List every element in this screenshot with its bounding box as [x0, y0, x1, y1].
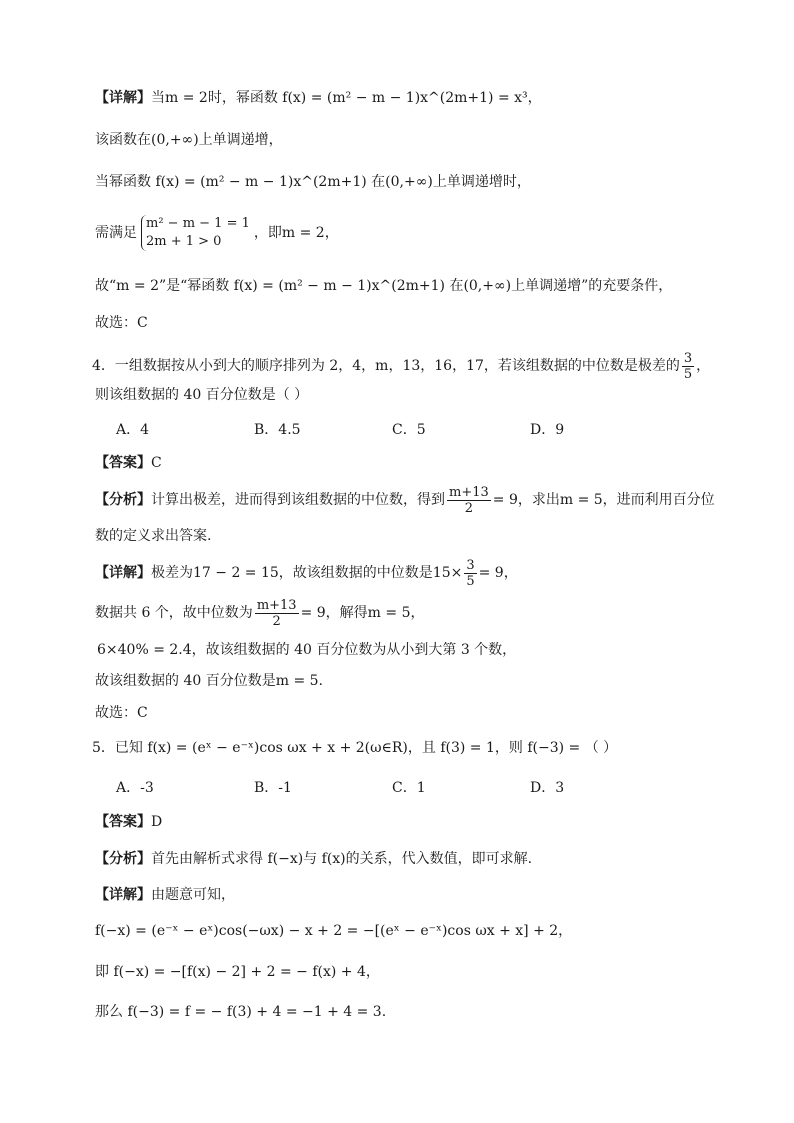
q5-detail-line-2: f(−x) = (e⁻ˣ − eˣ)cos(−ωx) − x + 2 = −[(eˣ − e⁻ˣ)cos ωx + x] + 2，	[95, 923, 573, 939]
frac-den: 2	[272, 613, 281, 629]
analysis-text: 计算出极差，进而得到该组数据的中位数，得到	[151, 492, 445, 508]
detail-text-end: = 9，解得m = 5，	[300, 605, 425, 621]
q4-stem-line-2: 则该组数据的 40 百分位数是（ ）	[95, 387, 309, 403]
q4-choice: 故选：C	[95, 705, 148, 721]
q4-stem-end: ，	[696, 358, 711, 374]
q4-options	[116, 420, 734, 440]
equation-system	[141, 215, 250, 251]
q5-stem: 5．已知 f(x) = (eˣ − e⁻ˣ)cos ωx + x + 2(ω∈R)，且 f(3) = 1，则 f(−3) = （ ）	[92, 740, 618, 756]
q4-analysis-line-2: 数的定义求出答案.	[95, 528, 212, 544]
analysis-tag: 【分析】	[95, 492, 151, 508]
fraction-3-5	[464, 558, 476, 589]
q4-stem-text: 4．一组数据按从小到大的顺序排列为 2，4，m，13，16，17，若该组数据的中位数是极差的	[92, 358, 680, 374]
detail-tag: 【详解】	[95, 887, 151, 903]
q4-answer	[95, 453, 734, 473]
q4-detail-line-4: 故该组数据的 40 百分位数是m = 5.	[95, 673, 323, 689]
q3-detail-text: 当m = 2时，幂函数 f(x) = (m² − m − 1)x^(2m+1) = x³，	[151, 90, 542, 106]
frac-num: 3	[683, 350, 693, 366]
answer-tag: 【答案】	[95, 814, 151, 830]
q4-option-c: C．5	[392, 422, 426, 438]
q3-choice: 故选：C	[95, 315, 148, 331]
condition-result: ，即m = 2，	[253, 225, 339, 241]
frac-den: 5	[466, 573, 475, 589]
fraction-median	[255, 598, 299, 629]
q5-detail-line-3: 即 f(−x) = −[f(x) − 2] + 2 = − f(x) + 4，	[95, 964, 380, 980]
q5-answer	[95, 812, 734, 832]
q4-detail-line-3: 6×40% = 2.4，故该组数据的 40 百分位数为从小到大第 3 个数，	[97, 642, 517, 658]
q4-option-b: B．4.5	[254, 422, 301, 438]
q4-stem-line-1	[92, 349, 734, 383]
answer-tag: 【答案】	[95, 455, 151, 471]
q4-analysis-line-1	[95, 482, 734, 518]
detail-text-end: = 9，	[478, 565, 518, 581]
answer-value: D	[151, 814, 163, 830]
detail-text: 极差为17 − 2 = 15，故该组数据的中位数是15×	[151, 565, 463, 581]
analysis-tag: 【分析】	[95, 851, 151, 867]
q4-option-a: A．4	[116, 422, 150, 438]
q3-conclusion: 故“m = 2”是“幂函数 f(x) = (m² − m − 1)x^(2m+1) 在(0,+∞)上单调递增”的充要条件，	[95, 278, 673, 294]
detail-tag: 【详解】	[95, 565, 151, 581]
q4-detail-line-2	[95, 596, 734, 630]
fraction-median	[447, 485, 491, 516]
frac-num: m+13	[449, 484, 489, 500]
q5-option-b: B．-1	[254, 780, 292, 796]
equation-2: 2m + 1 > 0	[146, 234, 222, 249]
detail-text: 由题意可知，	[151, 887, 235, 903]
frac-num: m+13	[256, 597, 297, 613]
equation-1: m² − m − 1 = 1	[146, 216, 250, 231]
detail-tag: 【详解】	[95, 90, 151, 106]
analysis-text: 首先由解析式求得 f(−x)与 f(x)的关系，代入数值，即可求解.	[151, 851, 533, 867]
q5-options	[116, 778, 734, 798]
q5-analysis	[95, 849, 734, 869]
q5-detail-line-1	[95, 885, 734, 905]
fraction-3-5	[682, 351, 694, 382]
analysis-text-end: = 9，求出m = 5，进而利用百分位	[492, 492, 715, 508]
frac-den: 5	[683, 366, 693, 382]
frac-num: 3	[466, 557, 475, 573]
q4-detail-line-1	[95, 556, 734, 590]
q3-detail-line-3: 当幂函数 f(x) = (m² − m − 1)x^(2m+1) 在(0,+∞)上单调递增时，	[95, 174, 531, 190]
q5-detail-line-4: 那么 f(−3) = f = − f(3) + 4 = −1 + 4 = 3.	[95, 1004, 387, 1020]
q5-option-a: A．-3	[116, 780, 154, 796]
q5-option-c: C．1	[392, 780, 426, 796]
detail-text: 数据共 6 个，故中位数为	[95, 605, 253, 621]
q3-detail-line-1	[95, 88, 734, 108]
q3-detail-line-2: 该函数在(0,+∞)上单调递增，	[95, 132, 283, 148]
q5-option-d: D．3	[530, 780, 565, 796]
condition-prefix: 需满足	[95, 225, 137, 241]
q4-option-d: D．9	[530, 422, 565, 438]
frac-den: 2	[464, 500, 474, 516]
q3-detail-line-4	[95, 215, 734, 251]
answer-value: C	[151, 455, 162, 471]
